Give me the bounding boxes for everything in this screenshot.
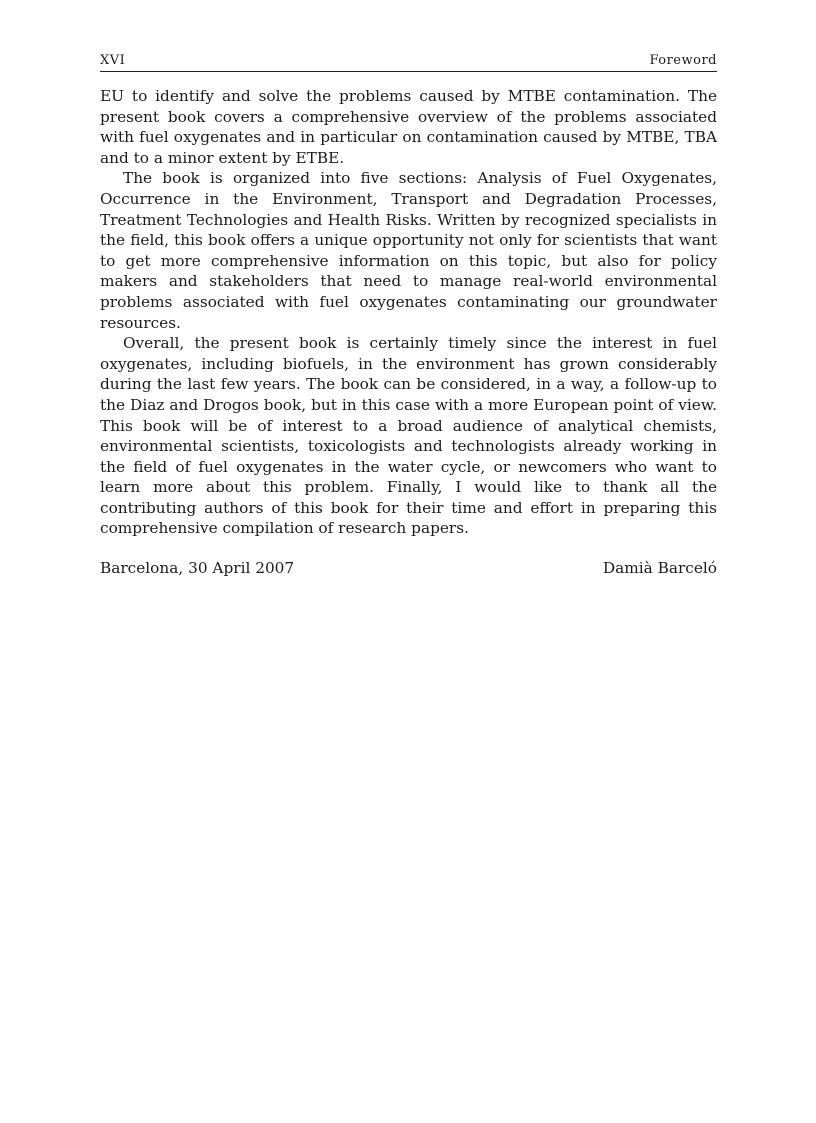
section-title: Foreword [649,53,717,68]
foreword-body [100,86,717,539]
running-head [100,53,717,72]
paragraph-sections: The book is organized into five sections: Analysis of Fuel Oxygenates, Occurrence in the Environment, Transport and Degradation Processes, Treatment Technologies and Health Risks. Written by recognized specialists in the field, this book offers a unique opportunity not only for scientists that want to get more comprehensive information on this topic, but also for policy makers and stakeholders that need to manage real-world environmental problems associated with fuel oxygenates contaminating our groundwater resources. [100,169,717,332]
page-number: XVI [100,53,126,68]
author-name: Damià Barceló [602,559,717,578]
place-date: Barcelona, 30 April 2007 [100,559,295,578]
document-page [100,53,717,579]
paragraph-continuation: EU to identify and solve the problems caused by MTBE contamination. The present book covers a comprehensive overview of the problems associated with fuel oxygenates and in particular on contamination caused by MTBE, TBA and to a minor extent by ETBE. [100,87,717,167]
signature-line [100,558,717,579]
paragraph-overall: Overall, the present book is certainly timely since the interest in fuel oxygenates, including biofuels, in the environment has grown considerably during the last few years. The book can be considered, in a way, a follow-up to the Diaz and Drogos book, but in this case with a more European point of view. This book will be of interest to a broad audience of analytical chemists, environmental scientists, toxicologists and technologists already working in the field of fuel oxygenates in the water cycle, or newcomers who want to learn more about this problem. Finally, I would like to thank all the contributing authors of this book for their time and effort in preparing this comprehensive compilation of research papers. [100,334,717,538]
